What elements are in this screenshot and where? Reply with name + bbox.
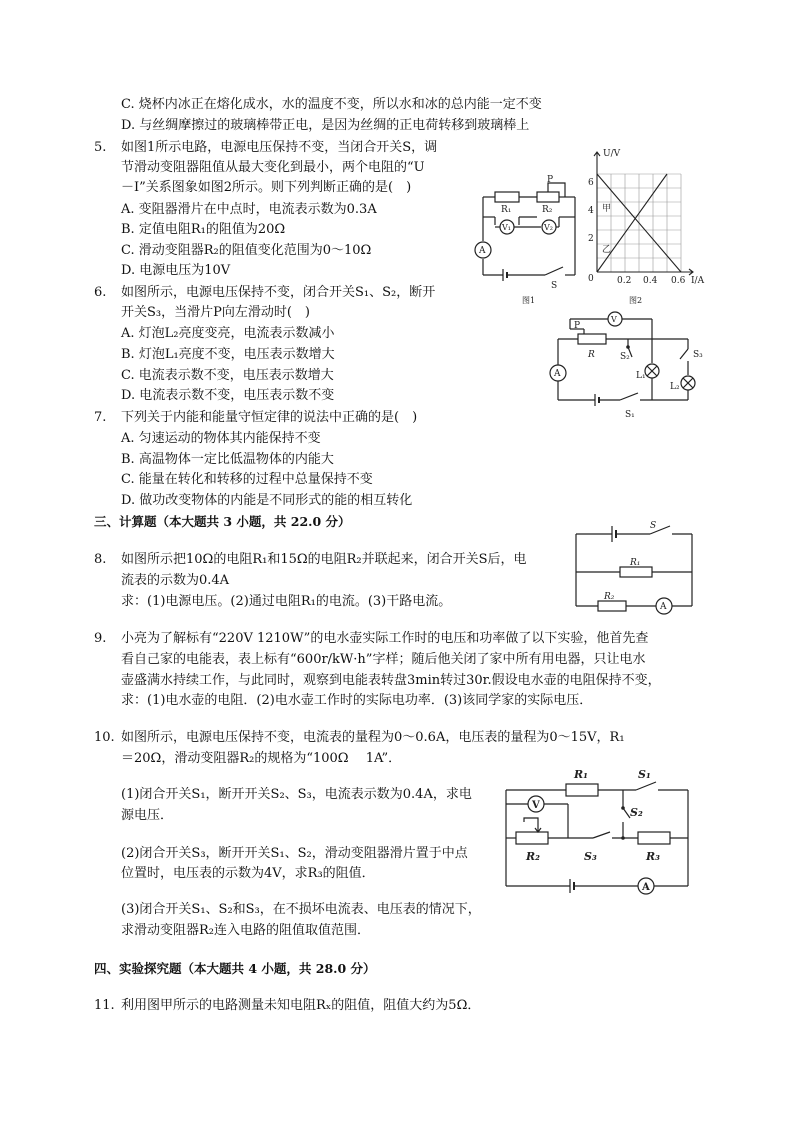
q10-part2-line2: 位置时，电压表的示数为4V，求R₃的阻值． bbox=[121, 866, 375, 881]
q4-option-d: D. 与丝绸摩擦过的玻璃棒带正电，是因为丝绸的正电荷转移到玻璃棒上 bbox=[121, 118, 530, 133]
q6-option-c: C. 电流表示数不变，电压表示数增大 bbox=[121, 368, 334, 383]
q5-fig2-ytick-6: 6 bbox=[588, 178, 594, 188]
q8-number: 8. bbox=[94, 552, 107, 567]
q10-fig-s1-label: S₁ bbox=[638, 768, 651, 781]
q5-fig2-xtick-02: 0.2 bbox=[617, 276, 632, 286]
q5-fig2-ytick-2: 2 bbox=[588, 234, 594, 244]
q8-line3: 求：(1)电源电压。(2)通过电阻R₁的电流。(3)干路电流。 bbox=[121, 594, 452, 609]
q10-line1: 如图所示，电源电压保持不变，电流表的量程为0～0.6A，电压表的量程为0～15V，R₁ bbox=[121, 730, 625, 745]
q6-fig-s2-label: S₂ bbox=[620, 352, 630, 362]
q5-fig1-s-label: S bbox=[551, 281, 558, 291]
q10-line2: ＝20Ω，滑动变阻器R₂的规格为“100Ω 1A”． bbox=[121, 751, 402, 766]
q9-number: 9. bbox=[94, 631, 107, 646]
q8-fig-s-label: S bbox=[650, 521, 657, 531]
q6-fig-s3-label: S₃ bbox=[693, 350, 703, 360]
q5-fig2-ytick-4: 4 bbox=[588, 206, 594, 216]
q6-fig-a-label: A bbox=[554, 369, 561, 379]
q5-fig2-xtick-04: 0.4 bbox=[643, 276, 658, 286]
q7-option-a: A. 匀速运动的物体其内能保持不变 bbox=[121, 431, 321, 446]
q10-part1-line1: (1)闭合开关S₁，断开开关S₂、S₃，电流表示数为0.4A，求电 bbox=[121, 787, 472, 802]
q7-option-c: C. 能量在转化和转移的过程中总量保持不变 bbox=[121, 472, 373, 487]
q5-fig1-p-label: P bbox=[547, 175, 554, 185]
q6-fig-l2-label: L₂ bbox=[670, 382, 680, 392]
q5-option-c: C. 滑动变阻器R₂的阻值变化范围为0～10Ω bbox=[121, 243, 372, 258]
q6-stem-line2: 开关S₃，当滑片P向左滑动时( ) bbox=[121, 305, 311, 320]
q10-fig-a-label: A bbox=[642, 882, 650, 893]
q5-fig2-ylabel: U/V bbox=[603, 149, 621, 159]
section-4-heading: 四、实验探究题（本大题共 4 小题，共 28.0 分） bbox=[94, 961, 376, 976]
q10-fig-s2-label: S₂ bbox=[630, 806, 643, 819]
q5-fig2-caption: 图2 bbox=[629, 296, 643, 305]
q5-fig1-v2-label: V₂ bbox=[544, 223, 553, 232]
q5-fig1-a-label: A bbox=[479, 246, 486, 256]
q10-fig-r2-label: R₂ bbox=[526, 850, 540, 863]
q5-fig1-caption: 图1 bbox=[522, 296, 536, 305]
q5-figure2-graph bbox=[585, 140, 705, 305]
q5-fig2-jia-label: 甲 bbox=[602, 204, 612, 214]
q11-text: 利用图甲所示的电路测量未知电阻Rₓ的阻值，阻值大约为5Ω． bbox=[121, 998, 481, 1013]
q5-fig2-origin: 0 bbox=[588, 274, 594, 284]
q8-line1: 如图所示把10Ω的电阻R₁和15Ω的电阻R₂并联起来，闭合开关S后，电 bbox=[121, 552, 527, 567]
q7-option-b: B. 高温物体一定比低温物体的内能大 bbox=[121, 452, 334, 467]
q9-line2: 看自己家的电能表，表上标有“600r/kW·h”字样；随后他关闭了家中所有用电器，只让电水 bbox=[121, 652, 646, 667]
section-3-heading: 三、计算题（本大题共 3 小题，共 22.0 分） bbox=[94, 514, 351, 529]
q5-stem-line2: 节滑动变阻器阻值从最大变化到最小，两个电阻的“U bbox=[121, 160, 425, 175]
q5-option-d: D. 电源电压为10V bbox=[121, 263, 231, 278]
q9-line3: 壶盛满水持续工作，与此同时，观察到电能表转盘3min转过30r.假设电水壶的电阻保持不变， bbox=[121, 673, 661, 688]
q6-fig-l1-label: L₁ bbox=[636, 371, 646, 381]
q6-fig-r-label: R bbox=[588, 350, 595, 360]
q10-part3-line1: (3)闭合开关S₁、S₂和S₃，在不损坏电流表、电压表的情况下， bbox=[121, 902, 481, 917]
q5-option-a: A. 变阻器滑片在中点时，电流表示数为0.3A bbox=[121, 202, 377, 217]
q10-part2-line1: (2)闭合开关S₃，断开开关S₁、S₂，滑动变阻器滑片置于中点 bbox=[121, 846, 468, 861]
q10-figure-circuit bbox=[498, 762, 698, 898]
q8-figure-circuit bbox=[570, 520, 700, 616]
q6-fig-p-label: P bbox=[574, 321, 581, 331]
q11-number: 11. bbox=[94, 998, 115, 1013]
q5-fig1-r1-label: R₁ bbox=[501, 205, 512, 215]
q8-fig-r2-label: R₂ bbox=[604, 592, 615, 602]
q5-number: 5. bbox=[94, 140, 107, 155]
q5-fig2-xtick-06: 0.6 bbox=[671, 276, 686, 286]
q10-part3-line2: 求滑动变阻器R₂连入电路的阻值取值范围． bbox=[121, 923, 370, 938]
q5-option-b: B. 定值电阻R₁的阻值为20Ω bbox=[121, 222, 286, 237]
q5-fig1-v1-label: V₁ bbox=[502, 223, 511, 232]
q5-fig1-r2-label: R₂ bbox=[542, 205, 553, 215]
q10-fig-r3-label: R₃ bbox=[646, 850, 660, 863]
q9-line4: 求：(1)电水壶的电阻．(2)电水壶工作时的实际电功率．(3)该同学家的实际电压． bbox=[121, 693, 593, 708]
q5-line-yi bbox=[597, 174, 667, 272]
q10-part1-line2: 源电压． bbox=[121, 808, 174, 823]
q8-fig-a-label: A bbox=[660, 602, 667, 612]
q6-option-d: D. 电流表示数不变，电压表示数不变 bbox=[121, 388, 335, 403]
q6-number: 6. bbox=[94, 285, 107, 300]
q7-number: 7. bbox=[94, 410, 107, 425]
q6-stem-line1: 如图所示，电源电压保持不变，闭合开关S₁、S₂，断开 bbox=[121, 285, 436, 300]
q4-option-c: C. 烧杯内冰正在熔化成水，水的温度不变，所以水和冰的总内能一定不变 bbox=[121, 97, 542, 112]
q5-fig2-yi-label: 乙 bbox=[602, 245, 612, 255]
q6-option-b: B. 灯泡L₁亮度不变，电压表示数增大 bbox=[121, 347, 335, 362]
q8-fig-r1-label: R₁ bbox=[630, 558, 641, 568]
q9-line1: 小亮为了解标有“220V 1210W”的电水壶实际工作时的电压和功率做了以下实验，他首先查 bbox=[121, 631, 649, 646]
q6-figure-circuit bbox=[540, 305, 710, 427]
q10-number: 10. bbox=[94, 730, 115, 745]
q10-fig-r1-label: R₁ bbox=[574, 768, 588, 781]
q5-figure1-circuit bbox=[465, 175, 587, 305]
q7-option-d: D. 做功改变物体的内能是不同形式的能的相互转化 bbox=[121, 493, 413, 508]
q6-fig-v-label: V bbox=[611, 315, 617, 324]
q10-fig-v-label: V bbox=[532, 800, 540, 811]
q5-stem-line3: －I”关系图象如图2所示。则下列判断正确的是( ) bbox=[121, 180, 412, 195]
q6-option-a: A. 灯泡L₂亮度变亮，电流表示数减小 bbox=[121, 326, 335, 341]
q5-stem-line1: 如图1所示电路，电源电压保持不变，当闭合开关S，调 bbox=[121, 140, 438, 155]
q7-stem: 下列关于内能和能量守恒定律的说法中正确的是( ) bbox=[121, 410, 418, 425]
q5-fig2-xlabel: I/A bbox=[691, 276, 705, 286]
q10-fig-s3-label: S₃ bbox=[584, 850, 597, 863]
q8-line2: 流表的示数为0.4A bbox=[121, 573, 230, 588]
q6-fig-s1-label: S₁ bbox=[625, 410, 635, 420]
